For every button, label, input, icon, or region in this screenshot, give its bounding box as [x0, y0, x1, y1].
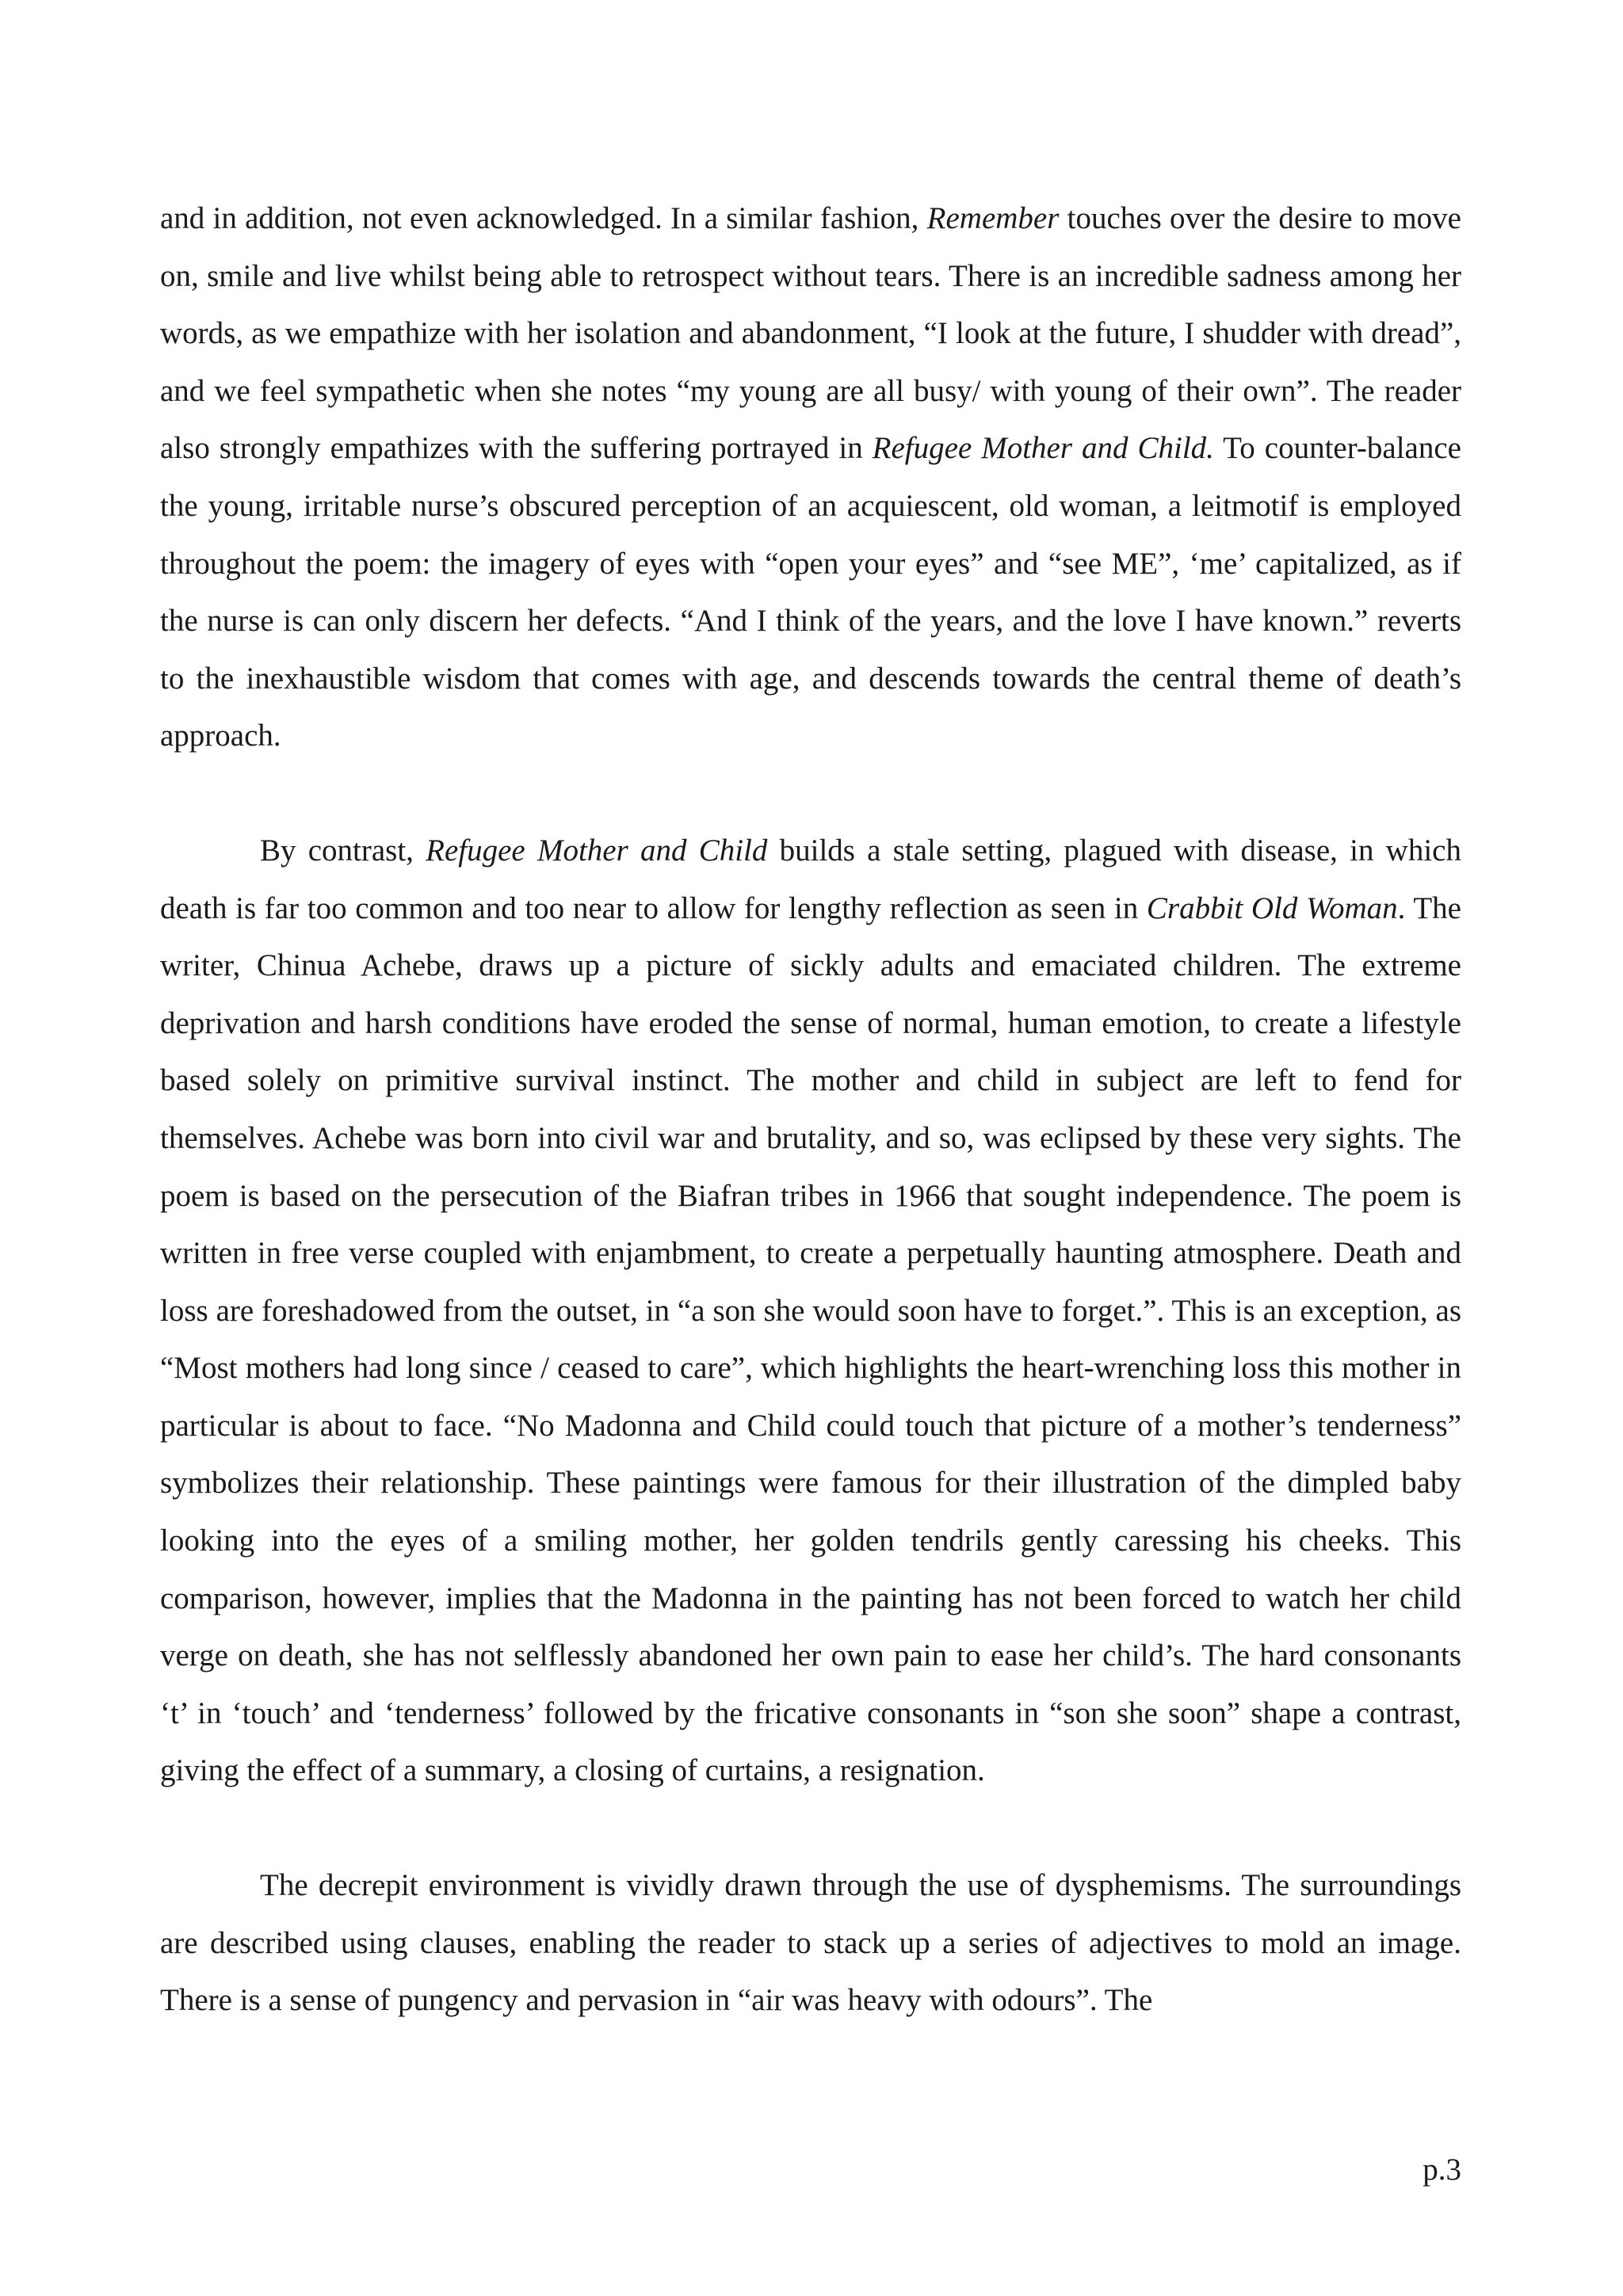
- text-segment: builds a stale setting, plagued with disease, in which death is far too common and too near to allow for lengthy reflection as seen in: [160, 833, 1461, 925]
- italic-title-remember: Remember: [926, 201, 1060, 235]
- text-segment: By contrast,: [260, 833, 426, 868]
- italic-title-crabbit-old-woman: Crabbit Old Woman: [1146, 891, 1398, 925]
- italic-title-refugee-mother-and-child: Refugee Mother and Child.: [872, 431, 1214, 466]
- paragraph-2: [160, 822, 1461, 1800]
- page-number: p.3: [1423, 2153, 1461, 2187]
- paragraph-3: [160, 1857, 1461, 2030]
- text-segment: touches over the desire to move on, smile and live whilst being able to retrospect without tears. There is an incredible sadness among her words, as we empathize with her isolation and abandonment, “I look at the future, I shudder with dread”, and we feel sympathetic when she notes “my young are all busy/ with young of their own”. The reader also strongly empathizes with the suffering portrayed in: [160, 201, 1461, 466]
- text-segment: . The writer, Chinua Achebe, draws up a picture of sickly adults and emaciated children. The extreme deprivation and harsh conditions have eroded the sense of normal, human emotion, to create a lifestyle based solely on primitive survival instinct. The mother and child in subject are left to fend for themselves. Achebe was born into civil war and brutality, and so, was eclipsed by these very sights. The poem is based on the persecution of the Biafran tribes in 1966 that sought independence. The poem is written in free verse coupled with enjambment, to create a perpetually haunting atmosphere. Death and loss are foreshadowed from the outset, in “a son she would soon have to forget.”. This is an exception, as “Most mothers had long since / ceased to care”, which highlights the heart-wrenching loss this mother in particular is about to face. “No Madonna and Child could touch that picture of a mother’s tenderness” symbolizes their relationship. These paintings were famous for their illustration of the dimpled baby looking into the eyes of a smiling mother, her golden tendrils gently caressing his cheeks. This comparison, however, implies that the Madonna in the painting has not been forced to watch her child verge on death, she has not selflessly abandoned her own pain to ease her child’s. The hard consonants ‘t’ in ‘touch’ and ‘tenderness’ followed by the fricative consonants in “son she soon” shape a contrast, giving the effect of a summary, a closing of curtains, a resignation.: [160, 891, 1461, 1788]
- text-segment: To counter-balance the young, irritable nurse’s obscured perception of an acquiescent, old woman, a leitmotif is employed throughout the poem: the imagery of eyes with “open your eyes” and “see ME”, ‘me’ capitalized, as if the nurse is can only discern her defects. “And I think of the years, and the love I have known.” reverts to the inexhaustible wisdom that comes with age, and descends towards the central theme of death’s approach.: [160, 431, 1461, 753]
- italic-title-refugee-mother-and-child: Refugee Mother and Child: [426, 833, 768, 868]
- paragraph-1: [160, 190, 1461, 765]
- text-segment: The decrepit environment is vividly drawn through the use of dysphemisms. The surroundings are described using clauses, enabling the reader to stack up a series of adjectives to mold an image. There is a sense of pungency and pervasion in “air was heavy with odours”. The: [160, 1868, 1461, 2018]
- body-text: [160, 190, 1461, 2087]
- text-segment: and in addition, not even acknowledged. In a similar fashion,: [160, 201, 927, 235]
